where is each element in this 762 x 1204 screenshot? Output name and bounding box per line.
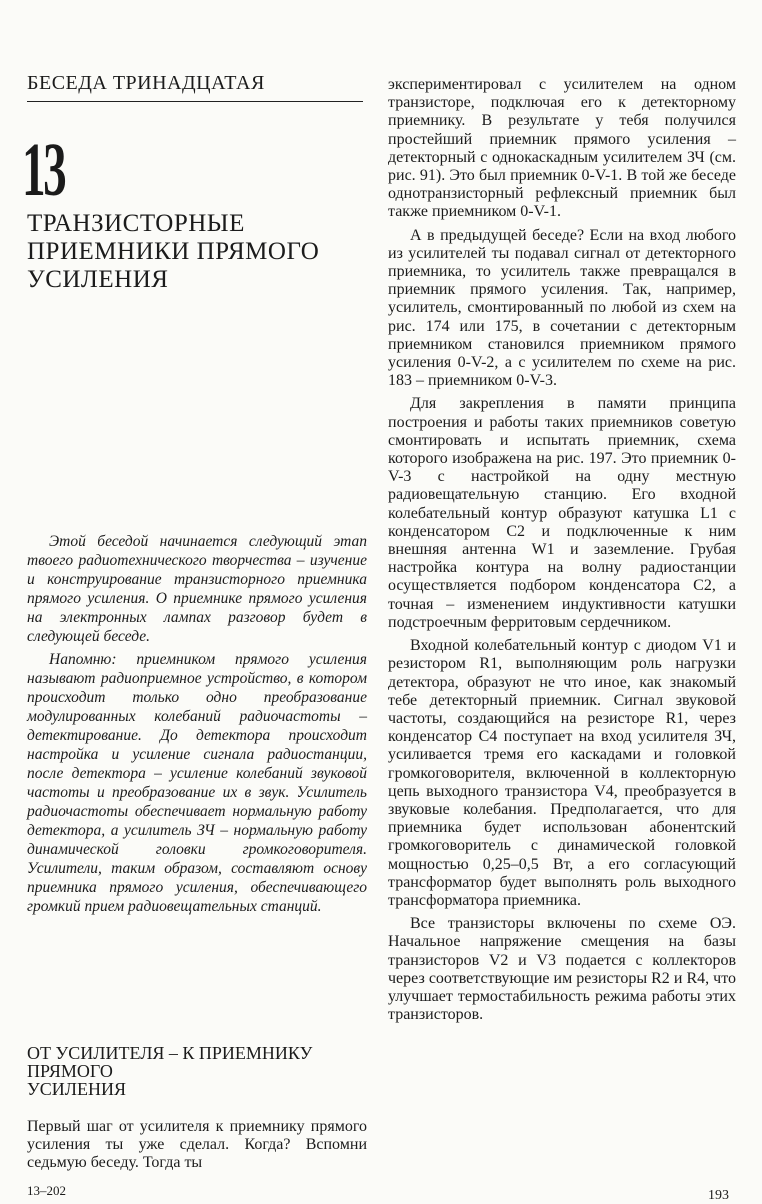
body-paragraph: А в предыдущей беседе? Если на вход любого из усилителей ты подавал сигнал от детекторного приемника, то усилитель также превращался в приемник прямого усиления. Так, например, усилитель, смонтированный по любой из схем на рис. 174 или 175, в сочетании с детекторным приемником становился приемником прямого усиления 0-V-2, а с усилителем по схеме на рис. 183 – приемником 0-V-3. <box>388 226 736 390</box>
section-header: БЕСЕДА ТРИНАДЦАТАЯ <box>27 72 265 94</box>
section-title-line: ОТ УСИЛИТЕЛЯ – К ПРИЕМНИКУ ПРЯМОГО <box>27 1043 313 1081</box>
section-title <box>27 1044 367 1098</box>
header-rule <box>27 101 363 102</box>
body-paragraph: экспериментировал с усилителем на одном транзисторе, подключая его к детекторному приемнику. В результате у тебя получился простейший приемник прямого усиления – детекторный с однокаскадным усилителем ЗЧ (см. рис. 91). Это был приемник 0-V-1. В той же беседе однотранзисторный рефлексный приемник был также приемником 0-V-1. <box>388 76 736 221</box>
body-paragraph: Первый шаг от усилителя к приемнику прямого усиления ты уже сделал. Когда? Вспомни седьмую беседу. Тогда ты <box>27 1118 367 1171</box>
intro-paragraph: Этой беседой начинается следующий этап твоего радиотехнического творчества – изучение и конструирование транзисторного приемника прямого усиления. О приемнике прямого усиления на электронных лампах разговор будет в следующей беседе. <box>27 533 367 645</box>
intro-text <box>27 532 367 916</box>
body-paragraph: Входной колебательный контур с диодом V1 и резистором R1, выполняющим роль нагрузки детектора, образуют не что иное, как знакомый тебе детекторный приемник. Сигнал звуковой частоты, создающийся на резисторе R1, через конденсатор С4 поступает на вход усилителя ЗЧ, усиливается тремя его каскадами и головкой громкоговорителя, включенной в коллекторную цепь выходного транзистора V4, преобразуется в звуковые колебания. Предполагается, что для приемника будет использован абонентский громкоговоритель с динамической головкой мощностью 0,25–0,5 Вт, а его согласующий трансформатор будет выполнять роль выходного трансформатора приемника. <box>388 637 736 909</box>
body-paragraph: Для закрепления в памяти принципа построения и работы таких приемников советую смонтировать и испытать приемник, схема которого изображена на рис. 197. Это приемник 0-V-3 с настройкой на одну местную радиовещательную станцию. Его входной колебательный контур образуют катушка L1 с конденсатором С2 и подключенные к ним внешняя антенна W1 и заземление. Грубая настройка контура на волну радиостанции осуществляется подбором конденсатора С2, а точная – изменением индуктивности катушки подстроечным ферритовым сердечником. <box>388 395 736 631</box>
chapter-number: 13 <box>22 128 65 212</box>
intro-paragraph: Напомню: приемником прямого усиления называют радиоприемное устройство, в котором происходит только одно преобразование модулированных колебаний радиочастоты – детектирование. До детектора происходит настройка и усиление сигнала радиостанции, после детектора – усиление колебаний звуковой частоты и преобразование их в звук. Усилитель радиочастоты обеспечивает нормальную работу детектора, а усилитель ЗЧ – нормальную работу динамической головки громкоговорителя. Усилители, таким образом, составляют основу приемника прямого усиления, обеспечивающего громкий прием радиовещательных станций. <box>27 651 367 915</box>
printer-signature: 13–202 <box>27 1183 66 1198</box>
chapter-title: ТРАНЗИСТОРНЫЕ ПРИЕМНИКИ ПРЯМОГО УСИЛЕНИЯ <box>27 210 320 293</box>
body-paragraph: Все транзисторы включены по схеме ОЭ. Начальное напряжение смещения на базы транзисторов V2 и V3 подается с коллекторов через соответствующие им резисторы R2 и R4, что улучшает термостабильность режима работы этих транзисторов. <box>388 915 736 1024</box>
page-number: 193 <box>708 1188 729 1203</box>
right-column-text <box>388 76 736 1024</box>
left-column-text <box>27 1118 367 1172</box>
section-title-line: УСИЛЕНИЯ <box>27 1079 126 1099</box>
